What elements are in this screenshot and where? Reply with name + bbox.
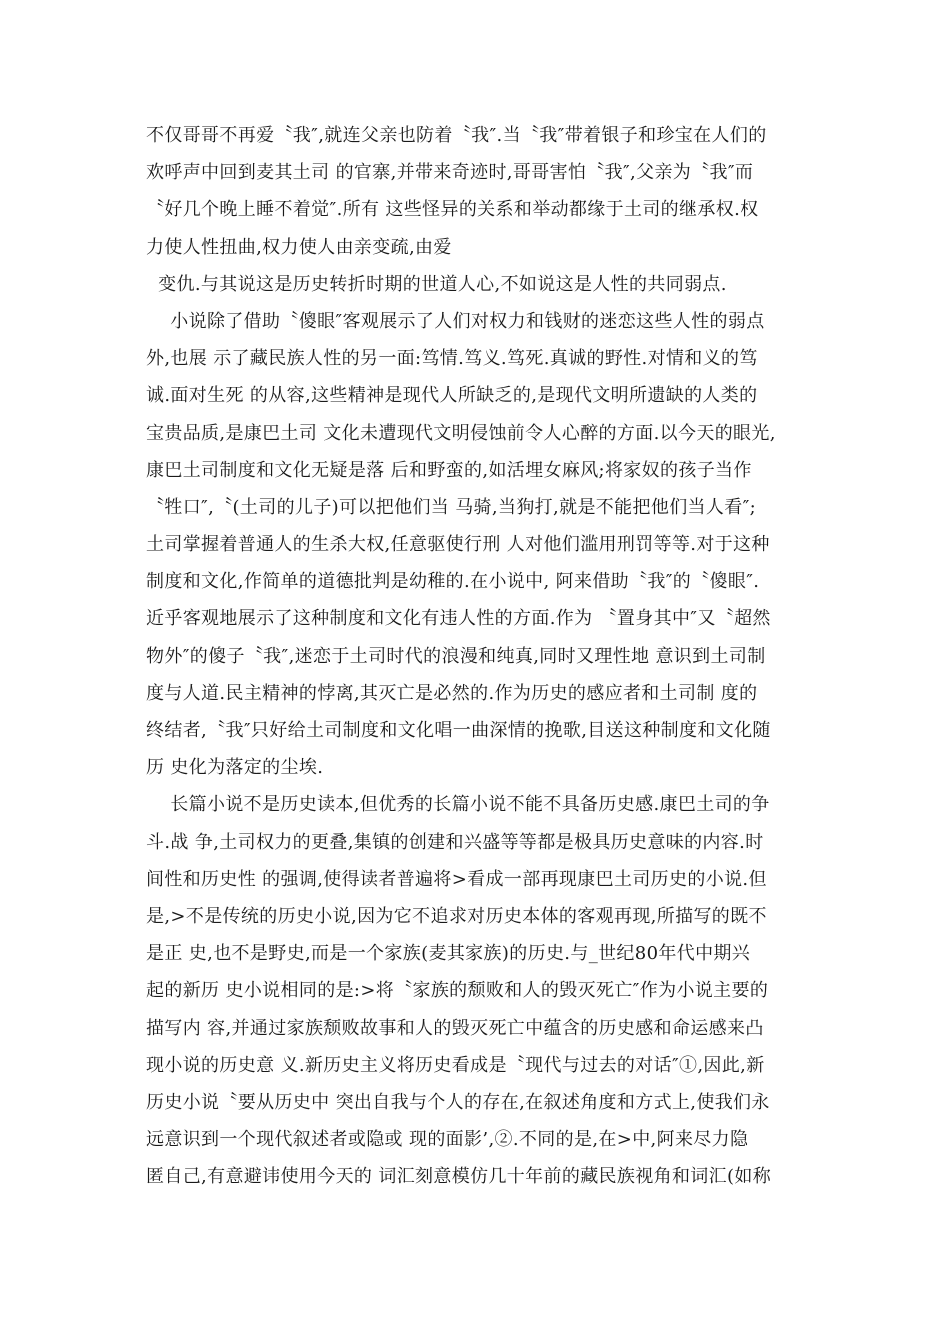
text-line: 历 史化为落定的尘埃. xyxy=(146,757,324,779)
text-line: 〝牲口″,〝(土司的儿子)可以把他们当 马骑,当狗打,就是不能把他们当人看″; xyxy=(146,496,757,518)
text-line: 宝贵品质,是康巴土司 文化未遭现代文明侵蚀前令人心醉的方面.以今天的眼光, xyxy=(146,422,776,444)
text-line: 间性和历史性 的强调,使得读者普遍将>看成一部再现康巴土司历史的小说.但 xyxy=(146,868,767,890)
text-line: 终结者,〝我″只好给土司制度和文化唱一曲深情的挽歌,目送这种制度和文化随 xyxy=(146,720,771,741)
text-line: 是正 史,也不是野史,而是一个家族(麦其家族)的历史.与_世纪80年代中期兴 xyxy=(146,943,751,965)
text-line: 度与人道.民主精神的悖离,其灭亡是必然的.作为历史的感应者和土司制 度的 xyxy=(146,682,758,704)
text-line: 远意识到一个现代叙述者或隐或 现的面影’,②.不同的是,在>中,阿来尽力隐 xyxy=(146,1129,749,1151)
text-line: 外,也展 示了藏民族人性的另一面:笃情.笃义.笃死.真诚的野性.对情和义的笃 xyxy=(146,348,758,370)
text-line: 诚.面对生死 的从容,这些精神是现代人所缺乏的,是现代文明所遗缺的人类的 xyxy=(146,385,758,407)
text-line: 现小说的历史意 义.新历史主义将历史看成是〝现代与过去的对话″①,因此,新 xyxy=(146,1054,765,1076)
text-line: 力使人性扭曲,权力使人由亲变疏,由爱 xyxy=(146,236,452,258)
text-line: 描写内 容,并通过家族颓败故事和人的毁灭死亡中蕴含的历史感和命运感来凸 xyxy=(146,1017,764,1039)
text-line: 小说除了借助〝傻眼″客观展示了人们对权力和钱财的迷恋这些人性的弱点 xyxy=(146,310,765,332)
text-line: 变仇.与其说这是历史转折时期的世道人心,不如说这是人性的共同弱点. xyxy=(146,273,727,295)
body-text xyxy=(146,117,811,1195)
text-line: 康巴土司制度和文化无疑是落 后和野蛮的,如活埋女麻风;将家奴的孩子当作 xyxy=(146,459,752,481)
text-line: 土司掌握着普通人的生杀大权,任意驱使行刑 人对他们滥用刑罚等等.对于这种 xyxy=(146,534,770,556)
text-line: 斗.战 争,土司权力的更叠,集镇的创建和兴盛等等都是极具历史意味的内容.时 xyxy=(146,831,764,853)
text-line: 欢呼声中回到麦其土司 的官寨,并带来奇迹时,哥哥害怕〝我″,父亲为〝我″而 xyxy=(146,162,754,184)
text-line: 起的新历 史小说相同的是:>将〝家族的颓败和人的毁灭死亡″作为小说主要的 xyxy=(146,980,769,1002)
text-line: 〝好几个晚上睡不着觉″.所有 这些怪异的关系和举动都缘于土司的继承权.权 xyxy=(146,199,759,221)
text-line: 不仅哥哥不再爱〝我″,就连父亲也防着〝我″.当〝我″带着银子和珍宝在人们的 xyxy=(146,125,767,146)
text-line: 近乎客观地展示了这种制度和文化有违人性的方面.作为 〝置身其中″又〝超然 xyxy=(146,608,771,630)
text-line: 物外″的傻子〝我″,迷恋于土司时代的浪漫和纯真,同时又理性地 意识到土司制 xyxy=(146,645,766,667)
text-line: 匿自己,有意避讳使用今天的 词汇刻意模仿几十年前的藏民族视角和词汇(如称 xyxy=(146,1166,772,1188)
text-line: 历史小说〝要从历史中 突出自我与个人的存在,在叙述角度和方式上,使我们永 xyxy=(146,1091,770,1113)
text-line: 是,>不是传统的历史小说,因为它不追求对历史本体的客观再现,所描写的既不 xyxy=(146,905,767,927)
text-line: 制度和文化,作简单的道德批判是幼稚的.在小说中, 阿来借助〝我″的〝傻眼″. xyxy=(146,571,760,593)
text-line: 长篇小说不是历史读本,但优秀的长篇小说不能不具备历史感.康巴土司的争 xyxy=(146,794,770,816)
